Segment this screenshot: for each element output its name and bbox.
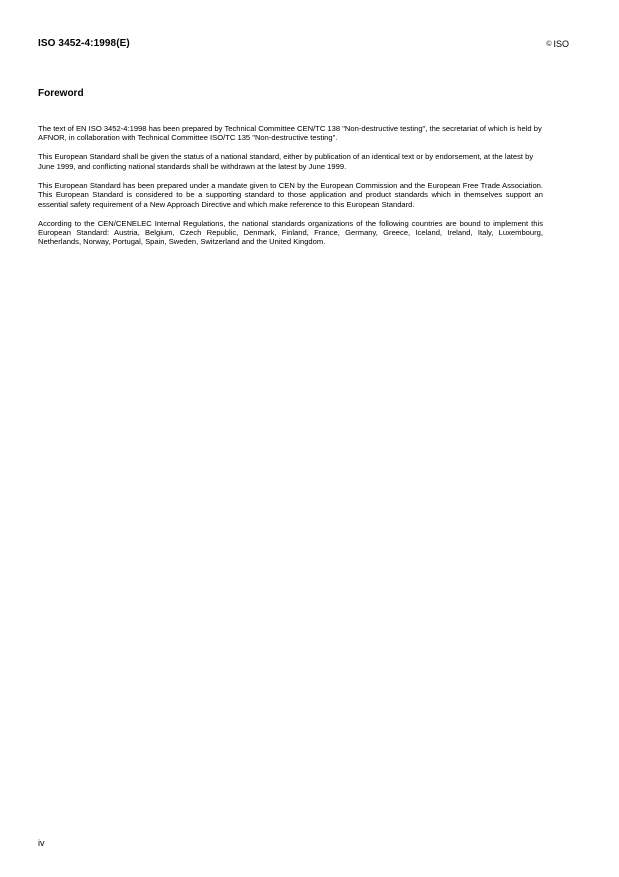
copyright-holder: ISO <box>553 39 569 49</box>
copyright-symbol: © <box>546 41 552 48</box>
paragraph-preparation: The text of EN ISO 3452-4:1998 has been prepared by Technical Committee CEN/TC 138 "Non-destructive testing", the secretariat of which is held by AFNOR, in collaboration with Technical Committee ISO/TC 135 "Non-destructive testing". <box>38 124 542 143</box>
section-title: Foreword <box>38 88 84 99</box>
paragraph-status: This European Standard shall be given the status of a national standard, either by publication of an identical text or by endorsement, at the latest by June 1999, and conflicting national standards shall be withdrawn at the latest by June 1999. <box>38 152 534 171</box>
copyright-notice <box>546 39 569 49</box>
page-number: iv <box>38 838 45 848</box>
paragraph-countries: According to the CEN/CENELEC Internal Regulations, the national standards organizations of the following countries are bound to implement this European Standard: Austria, Belgium, Czech Republic, Denmark, Finland, France, Germany, Greece, Iceland, Ireland, Italy, Luxembourg, Netherlands, Norway, Portugal, Spain, Sweden, Switzerland and the United Kingdom. <box>38 218 543 247</box>
document-identifier: ISO 3452-4:1998(E) <box>38 38 130 49</box>
paragraph-mandate: This European Standard has been prepared under a mandate given to CEN by the European Commission and the European Free Trade Association. This European Standard is considered to be a supporting standard to those application and product standards which in themselves support an essential safety requirement of a New Approach Directive and which make reference to this European Standard. <box>38 180 543 209</box>
foreword-body <box>38 124 543 256</box>
